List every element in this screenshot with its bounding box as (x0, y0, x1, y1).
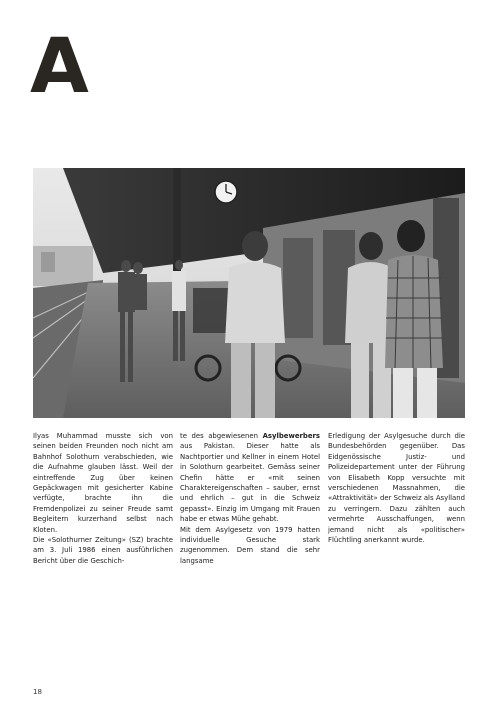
page-number: 18 (33, 688, 42, 696)
text-column-1 (33, 431, 173, 566)
paragraph: Mit dem Asylgesetz von 1979 hatten individuelle Gesuche stark zugenommen. Dem stand die sehr langsame (180, 525, 320, 565)
photo-illustration (33, 168, 465, 418)
bold-term: Asylbewerbers (262, 432, 320, 440)
paragraph-text: aus Pakistan. Dieser hatte als Nachtportier und Kellner in einem Hotel in Solothurn gearbeitet. Gemäss seiner Chefin hätte er «mit seinen Charaktereigenschaften – sauber, ernst und ehrlich – gut in die Schweiz gepasst». Einzig im Umgang mit Frauen habe er etwas Mühe gehabt. (180, 442, 320, 524)
paragraph: Ilyas Muhammad musste sich von seinen beiden Freunden noch nicht am Bahnhof Solothurn verabschieden, wie die Aufnahme glauben lässt. Weil der eintreffende Zug über keinen Gepäckwagen mit gesicherter Kabine verfügte, brachte ihn die Fremdenpolizei zu seiner Freude samt Begleitern kurzerhand selbst nach Kloten. (33, 432, 173, 534)
paragraph-text: te des abgewiesenen (180, 432, 263, 440)
text-column-3 (328, 431, 465, 545)
paragraph: Die «Solothurner Zeitung» (SZ) brachte am 3. Juli 1986 einen ausführlichen Bericht über die Geschich- (33, 536, 173, 565)
paragraph: Erledigung der Asylgesuche durch die Bundesbehörden gegenüber. Das Eidgenössische Justiz- und Polizeidepartement unter der Führung von Elisabeth Kopp versuchte mit verschiedenen Massnahmen, die «Attraktivität» der Schweiz als Asylland zu verringern. Dazu zählten auch vermehrte Ausschaffungen, wenn jemand nicht als «politischer» Flüchtling anerkannt wurde. (328, 432, 465, 545)
text-column-2 (180, 431, 320, 566)
chapter-initial: A (30, 21, 88, 110)
station-platform-photo (33, 168, 465, 418)
paragraph (180, 431, 320, 525)
